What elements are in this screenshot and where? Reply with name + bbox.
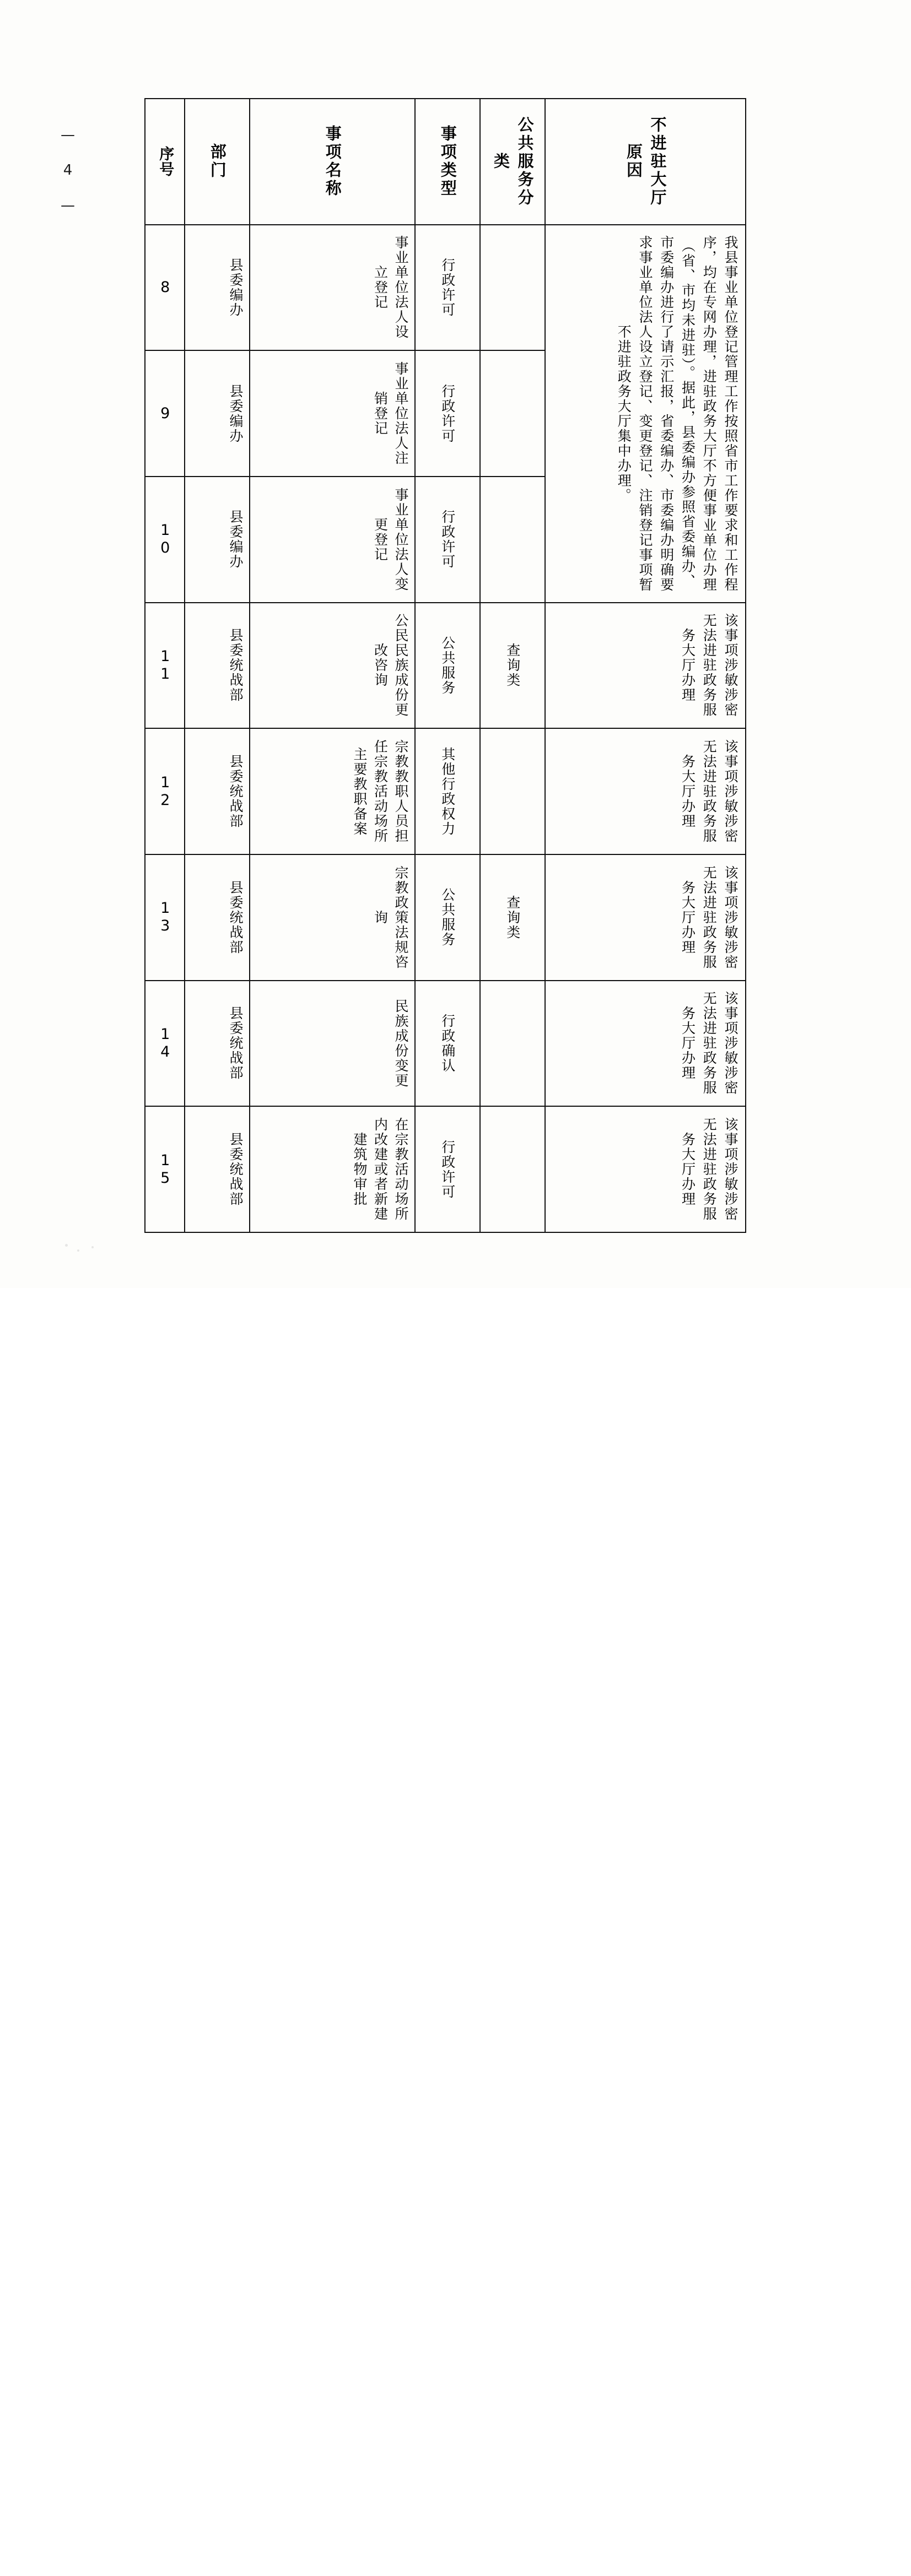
cell-category [480,854,545,981]
row-seq: 13 [157,900,174,935]
header-cell-type [415,99,480,225]
cell-type [415,854,480,981]
row-type: 公共服务 [439,887,456,948]
row-name: 公民民族成份更改咨询 [372,613,409,718]
row-dept: 县委统战部 [228,754,244,829]
row-reason: 该事项涉敏涉密无法进驻政务服务大厅办理 [680,1117,738,1222]
cell-type [415,603,480,729]
table-row [145,603,746,729]
cell-name [250,603,415,729]
row-name: 宗教教职人员担任宗教活动场所主要教职备案 [352,739,409,844]
cell-name [250,854,415,981]
row-type: 行政确认 [439,1013,456,1073]
row-reason: 该事项涉敏涉密无法进驻政务服务大厅办理 [680,613,738,718]
non-entry-items-table [144,98,746,1233]
row-category: 查询类 [504,643,521,688]
table-row [145,1106,746,1232]
row-dept: 县委统战部 [228,880,244,955]
row-seq: 12 [157,773,174,809]
cell-reason [545,854,746,981]
cell-name [250,225,415,351]
header-dept-label: 部门 [208,143,227,180]
cell-dept [185,728,250,854]
row-reason: 我县事业单位登记管理工作按照省市工作要求和工作程序，均在专网办理，进驻政务大厅不方便事业单位办理（省、市均未进驻）。据此，县委编办参照省委编办、市委编办进行了请示汇报，省委编办、市委编办明确要求事业单位法人设立登记、变更登记、注销登记事项暂不进驻政务大厅集中办理。 [616,235,738,592]
row-seq: 14 [157,1025,174,1061]
scan-speckle [77,1249,79,1252]
cell-reason [545,728,746,854]
cell-seq [145,854,185,981]
row-reason: 该事项涉敏涉密无法进驻政务服务大厅办理 [680,991,738,1096]
row-category [481,477,545,602]
header-cell-seq [145,99,185,225]
header-name-label: 事项名称 [323,125,342,198]
scan-speckle [91,1246,94,1248]
row-dept: 县委统战部 [228,1132,244,1207]
row-dept: 县委编办 [228,257,244,317]
header-cell-name [250,99,415,225]
page-number: — 4 — [60,127,76,215]
cell-category [480,477,545,603]
cell-type [415,728,480,854]
row-type: 行政许可 [439,1139,456,1199]
table-row [145,854,746,981]
row-seq: 10 [157,522,174,558]
table-row [145,981,746,1107]
cell-reason [545,225,746,603]
row-dept: 县委统战部 [228,1006,244,1081]
row-type: 行政许可 [439,257,456,317]
row-seq: 9 [157,404,174,423]
row-dept: 县委统战部 [228,628,244,703]
cell-type [415,1106,480,1232]
row-type: 行政许可 [439,510,456,570]
row-name: 事业单位法人设立登记 [372,235,409,340]
row-category [481,1107,545,1232]
row-category: 查询类 [504,895,521,940]
table-body-row [145,99,746,225]
row-dept: 县委编办 [228,383,244,443]
cell-category [480,350,545,477]
cell-seq [145,350,185,477]
row-name: 宗教政策法规咨询 [372,865,409,970]
row-reason: 该事项涉敏涉密无法进驻政务服务大厅办理 [680,739,738,844]
cell-category [480,1106,545,1232]
cell-dept [185,854,250,981]
cell-seq [145,1106,185,1232]
header-seq-label: 序号 [157,146,174,177]
cell-category [480,603,545,729]
row-seq: 15 [157,1151,174,1187]
cell-dept [185,225,250,351]
row-dept: 县委编办 [228,510,244,570]
header-cell-reason [545,99,746,225]
cell-category [480,728,545,854]
cell-category [480,981,545,1107]
cell-type [415,477,480,603]
cell-seq [145,603,185,729]
cell-category [480,225,545,351]
cell-name [250,477,415,603]
cell-name [250,350,415,477]
cell-dept [185,1106,250,1232]
row-category [481,729,545,854]
cell-seq [145,225,185,351]
row-reason: 该事项涉敏涉密无法进驻政务服务大厅办理 [680,865,738,970]
cell-name [250,981,415,1107]
header-category-label: 公共服务分类 [492,116,535,207]
cell-dept [185,350,250,477]
cell-dept [185,981,250,1107]
row-type: 其他行政权力 [439,746,456,836]
cell-reason [545,603,746,729]
items-table-container [144,98,745,1233]
row-seq: 8 [157,278,174,296]
row-name: 事业单位法人变更登记 [372,487,409,592]
header-type-label: 事项类型 [438,125,457,198]
cell-dept [185,603,250,729]
row-seq: 11 [157,647,174,683]
row-name: 事业单位法人注销登记 [372,361,409,466]
row-category [481,981,545,1106]
row-type: 行政许可 [439,383,456,443]
scan-speckle [65,1244,68,1247]
row-name: 民族成份变更 [393,998,409,1088]
header-cell-dept [185,99,250,225]
row-name: 在宗教活动场所内改建或者新建建筑物审批 [352,1117,409,1222]
cell-dept [185,477,250,603]
table-row [145,728,746,854]
cell-type [415,225,480,351]
header-reason-label: 不进驻大厅原因 [624,116,667,207]
row-category [481,225,545,350]
cell-name [250,728,415,854]
cell-name [250,1106,415,1232]
row-category [481,351,545,476]
row-type: 公共服务 [439,635,456,695]
cell-seq [145,477,185,603]
cell-seq [145,981,185,1107]
cell-reason [545,981,746,1107]
cell-reason [545,1106,746,1232]
table-row [145,225,746,351]
cell-type [415,981,480,1107]
cell-type [415,350,480,477]
header-cell-category [480,99,545,225]
cell-seq [145,728,185,854]
